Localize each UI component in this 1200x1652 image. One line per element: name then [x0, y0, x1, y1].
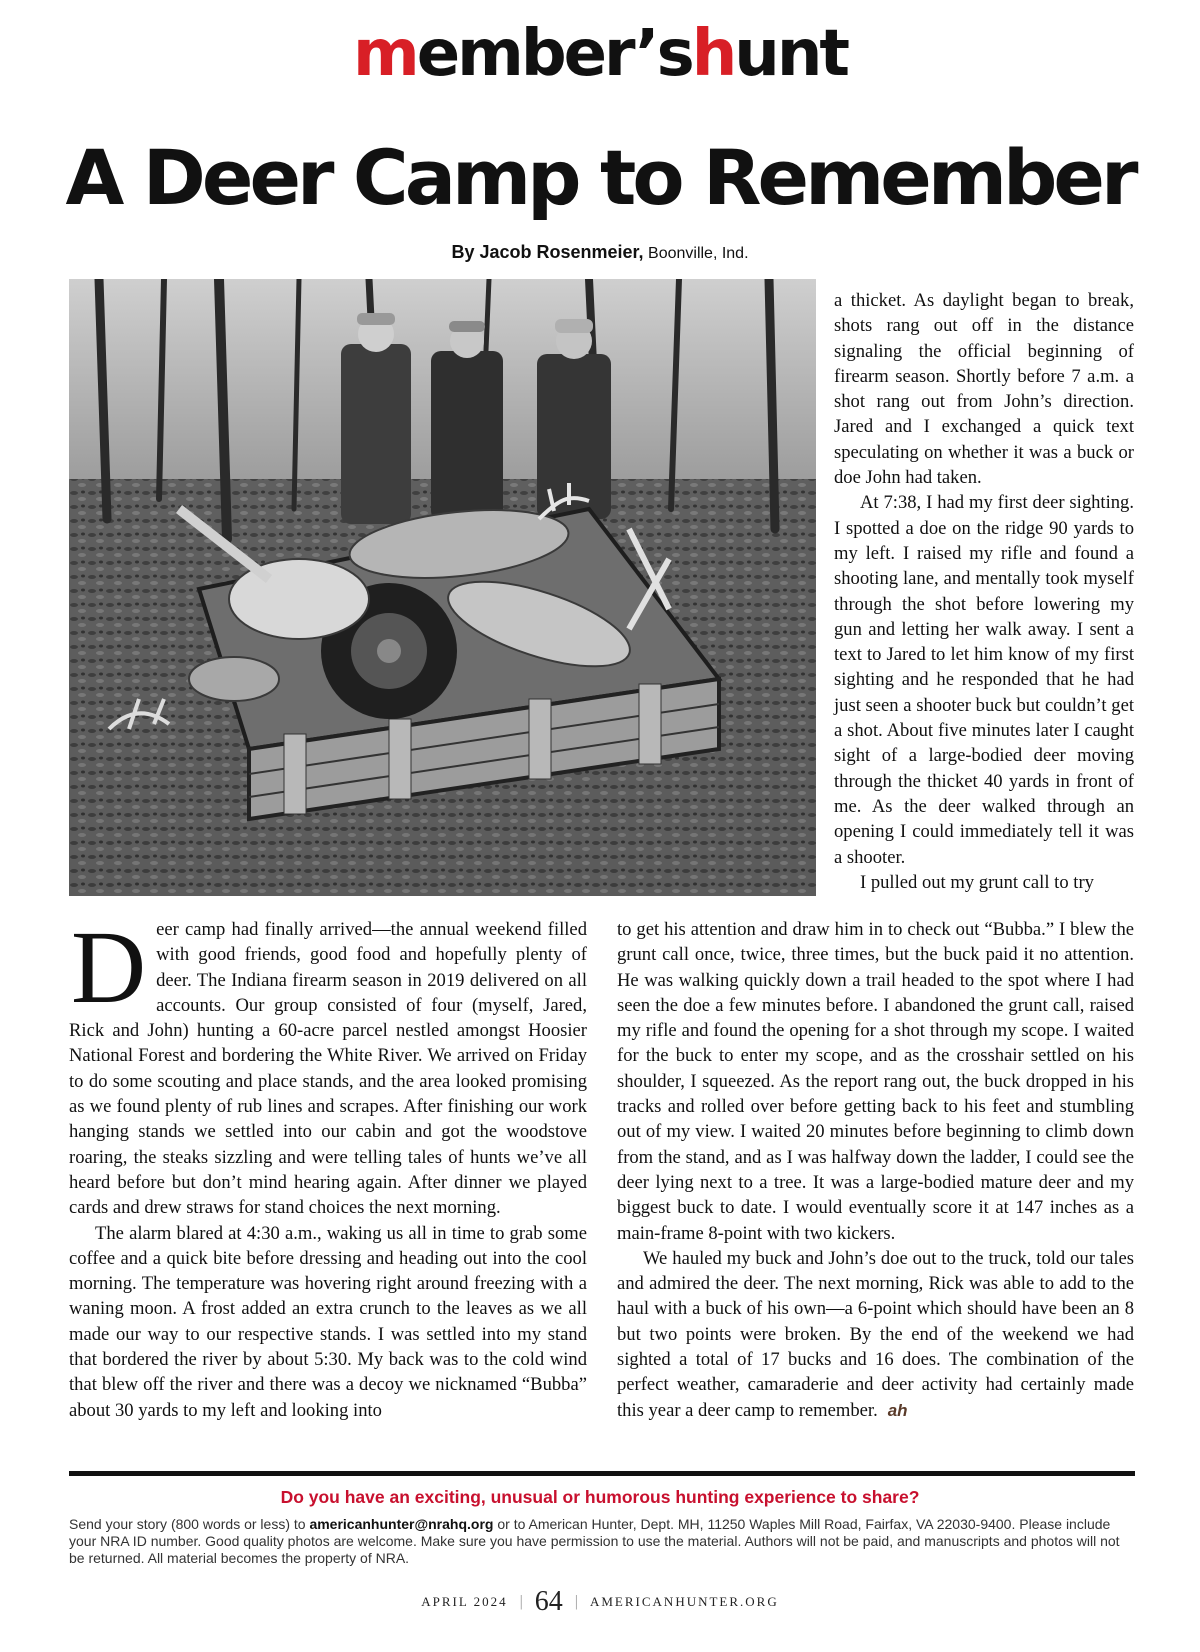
paragraph: At 7:38, I had my first deer sighting. I spotted a doe on the ridge 90 yards to my left. I raised my rifle and found a shooting lane, and mentally took myself through the shot before lowering my gun and letting her walk away. I sent a text to Jared to let him know of my first sighting and he responded that he had just seen a shooter buck but couldn’t get a shot. About five minutes later I caught sight of a large-bodied deer moving through the thicket 40 yards in front of me. As the deer walked through an opening I could immediately tell it was a shooter.	[834, 492, 1134, 868]
paragraph-intro-text: eer camp had finally arrived—the annual weekend filled with good friends, good food and hopefully plenty of deer. The Indiana firearm season in 2019 delivered on all accounts. Our group consisted of four (myself, Jared, Rick and John) hunting a 60-acre parcel nestled amongst Hoosier National Forest and bordering the White River. We arrived on Friday to do some scouting and place stands, and the area looked promising as we found plenty of rub lines and scrapes. After finishing our work hanging stands we settled into our cabin and got the woodstove roaring, the steaks sizzling and were telling tales of hunts we’ve all heard before but don’t mind hearing again. After dinner we played cards and drew straws for stand choices the next morning.	[69, 919, 587, 1219]
divider-rule	[69, 1471, 1135, 1476]
callout-text-before: Send your story (800 words or less) to	[69, 1516, 310, 1532]
folio-separator: |	[574, 1593, 578, 1610]
paragraph-intro	[69, 910, 587, 1221]
paragraph: I pulled out my grunt call to try	[860, 871, 1094, 893]
callout-question: Do you have an exciting, unusual or humorous hunting experience to share?	[280, 1487, 920, 1507]
article-column-left	[69, 910, 587, 1423]
paragraph-final-text: We hauled my buck and John’s doe out to the truck, told our tales and admired the deer. The next morning, Rick was able to add to the haul with a buck of his own—a 6-point which should have been an 8 but two points were broken. By the end of the weekend we had sighted a total of 17 bucks and 16 does. The combination of the perfect weather, camaraderie and deer activity had certainly made this year a deer camp to remember.	[617, 1247, 1134, 1421]
logo-letter-m: m	[353, 17, 417, 91]
page-folio	[0, 1586, 1200, 1618]
hunting-photo-illustration	[69, 279, 816, 896]
byline-author: By Jacob Rosenmeier,	[451, 242, 644, 262]
folio-website[interactable]: AMERICANHUNTER.ORG	[589, 1594, 779, 1609]
folio-issue: APRIL 2024	[421, 1594, 508, 1609]
paragraph: The alarm blared at 4:30 a.m., waking us all in time to grab some coffee and a quick bite before dressing and heading out into the cool morning. The temperature was hovering right around freezing with a waning moon. A frost added an extra crunch to the leaves as we all made our way to our respective stands. I was settled into my stand that bordered the river by about 5:30. My back was to the cold wind that blew off the river and there was a decoy we nicknamed “Bubba” about 30 yards to my left and looking into	[69, 1222, 587, 1421]
logo-letter-h: h	[691, 17, 735, 91]
callout-body	[69, 1516, 1135, 1567]
paragraph: to get his attention and draw him in to check out “Bubba.” I blew the grunt call once, twice, three times, but the buck paid it no attention. He was walking quickly down a trail headed to the spot where I had seen the doe a few minutes before. I abandoned the grunt call, raised my rifle and found the opening for a shot through my scope. I waited for the buck to enter my scope, and as the crosshair settled on his shoulder, I squeezed. As the report rang out, the buck dropped in his tracks and rolled over before getting back to his feet and stumbling out of my view. I waited 20 minutes before beginning to climb down from the stand, and as I was halfway down the ladder, I could see the deer lying next to a tree. It was a large-bodied mature deer and my biggest buck to date. I would eventually score it at 147 inches as a main-frame 8-point with two kickers.	[617, 919, 1134, 1244]
article-headline: A Deer Camp to Remember	[65, 133, 1135, 222]
drop-cap: D	[71, 910, 147, 1025]
submission-email-link[interactable]: americanhunter@nrahq.org	[309, 1516, 494, 1532]
byline	[0, 242, 1200, 263]
logo-text-unt: unt	[734, 17, 847, 91]
logo-text-members: ember’s	[416, 17, 692, 91]
article-column-right-top	[834, 288, 1134, 895]
folio-separator: |	[519, 1593, 523, 1610]
hunting-photo	[69, 279, 816, 896]
end-mark-icon: ah	[887, 1400, 908, 1420]
paragraph: a thicket. As daylight began to break, shots rang out off in the distance signaling the official beginning of firearm season. Shortly before 7 a.m. a shot rang out from John’s direction. Jared and I exchanged a quick text speculating on whether it was a buck or doe John had taken.	[834, 290, 1134, 489]
article-column-right-bottom	[617, 917, 1134, 1423]
section-logo	[0, 17, 1200, 91]
callout-text-after: or to American Hunter, Dept. MH, 11250 Waples Mill Road, Fairfax, VA 22030-9400. Please include your NRA ID number. Good quality photos are welcome. Make sure you have permission to use the material. Authors will not be paid, and manuscripts and photos will not be returned. All material becomes the property of NRA.	[69, 1516, 1120, 1566]
folio-page-number: 64	[534, 1586, 563, 1617]
byline-location: Boonville, Ind.	[648, 245, 749, 262]
paragraph-final	[617, 1246, 1134, 1423]
